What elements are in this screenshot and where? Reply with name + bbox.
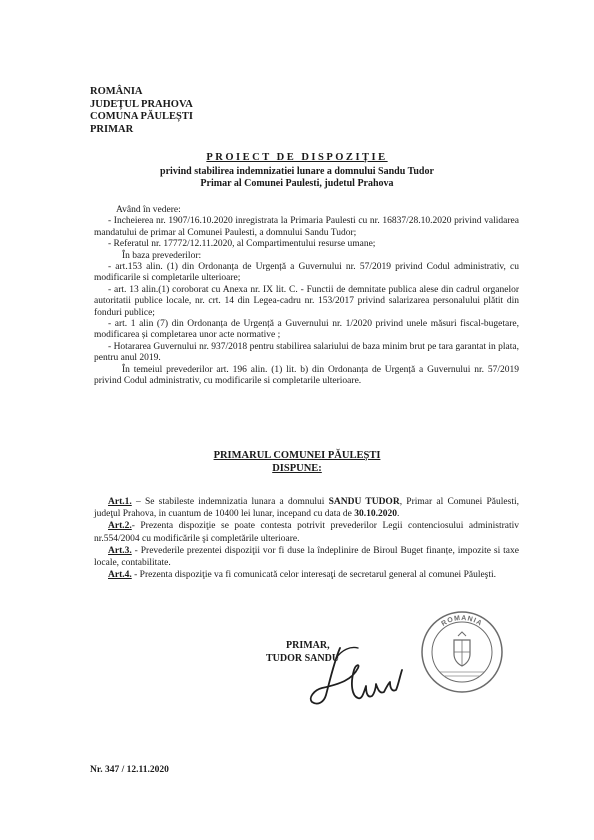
preamble-item-referat: - Referatul nr. 17772/12.11.2020, al Compartimentului resurse umane;	[108, 239, 376, 250]
article-3	[94, 545, 519, 569]
article-4-label: Art.4.	[108, 570, 132, 581]
article-1-pre: – Se stabileste indemnizatia lunara a domnului	[131, 497, 329, 507]
article-4	[94, 569, 519, 581]
preamble-avand: Având în vedere:	[116, 205, 181, 215]
article-1-date: 30.10.2020	[354, 509, 398, 520]
signature-role: PRIMAR,	[286, 640, 330, 651]
article-1-mid: , Primar al Comunei Păulesti, judeţul Prahova, in cuantum de 10400 lei lunar, incepand cu data de	[94, 497, 519, 520]
preamble-baza: În baza prevederilor:	[122, 250, 202, 261]
preamble-item-art1: - art. 1 alin (7) din Ordonanța de Urgență a Guvernului nr. 1/2020 privind unele măsuri fiscal-bugetare, modificarea și completarea unor acte normative ;	[94, 319, 519, 341]
dispune-heading-line1-text: PRIMARUL COMUNEI PĂULEȘTI	[213, 450, 381, 461]
svg-text:ROMANIA	[440, 615, 483, 628]
preamble-item-hg: - Hotararea Guvernului nr. 937/2018 pentru stabilirea salariului de baza minim brut pe tara garantat in plata, pentru anul 2019.	[94, 341, 519, 364]
article-2-text: - Prezenta dispoziţie se poate contesta potrivit prevederilor Legii contenciosului administrativ nr.554/2004 cu modificările şi completările ulterioare.	[94, 521, 519, 544]
article-4-text: - Prezenta dispoziţie va fi comunicată celor interesaţi de secretarul general al comunei Păuleşti.	[131, 570, 497, 581]
header-commune: COMUNA PĂULEȘTI	[90, 111, 193, 123]
article-3-text: - Prevederile prezentei dispoziţii vor fi duse la îndeplinire de Biroul Buget finanțe, impozite si taxe locale, contabilitate.	[94, 545, 519, 569]
header-office: PRIMAR	[90, 123, 134, 135]
article-3-label: Art.3.	[108, 545, 132, 556]
header-county: JUDEȚUL PRAHOVA	[90, 98, 193, 110]
article-2-label: Art.2.	[108, 521, 132, 532]
article-1-name: SANDU TUDOR	[328, 497, 400, 507]
article-1-label: Art.1.	[108, 497, 132, 507]
header-country: ROMÂNIA	[90, 86, 143, 97]
document-title	[0, 152, 594, 163]
dispune-heading-line2-text: DISPUNE:	[272, 463, 322, 474]
institution-header	[90, 86, 193, 136]
handwritten-signature	[300, 640, 410, 715]
article-2	[94, 520, 519, 544]
document-title-text: PROIECT DE DISPOZIȚIE	[206, 152, 388, 163]
article-1-end: .	[397, 509, 400, 520]
official-stamp	[420, 610, 504, 694]
document-subtitle-line2: Primar al Comunei Paulesti, judetul Prahova	[200, 178, 394, 189]
preamble-item-incheiere: - Incheierea nr. 1907/16.10.2020 inregistrata la Primaria Paulesti cu nr. 16837/28.10.2020 privind validarea mandatului de primar al Comunei Paulesti, a domnului Sandu Tudor;	[94, 216, 519, 238]
dispune-heading-line1	[0, 450, 594, 461]
preamble-temei: În temeiul prevederilor art. 196 alin. (1) lit. b) din Ordonanța de Urgență a Guvernului nr. 57/2019 privind Codul administrativ, cu modificarile si completarile ulterioare.	[94, 364, 519, 387]
signature-name: TUDOR SANDU	[266, 653, 340, 664]
document-number: Nr. 347 / 12.11.2020	[90, 765, 169, 775]
article-1	[94, 496, 519, 520]
articles	[94, 496, 519, 581]
preamble-item-art13: - art. 13 alin.(1) coroborat cu Anexa nr. IX lit. C. - Functii de demnitate publica alese din cadrul organelor autoritatii publice locale, nr. crt. 14 din Legea-cadru nr. 153/2017 privind salarizarea personalului plătit din fonduri publice;	[94, 284, 519, 318]
document-subtitle-line1: privind stabilirea indemnizatiei lunare a domnului Sandu Tudor	[160, 166, 434, 177]
preamble	[94, 205, 519, 388]
stamp-outer-text: ROMANIA	[440, 614, 484, 628]
preamble-item-art153: - art.153 alin. (1) din Ordonanța de Urgență a Guvernului nr. 57/2019 privind Codul administrativ, cu modificarile si completarile ulterioare;	[94, 262, 519, 284]
dispune-heading-line2	[0, 463, 594, 474]
